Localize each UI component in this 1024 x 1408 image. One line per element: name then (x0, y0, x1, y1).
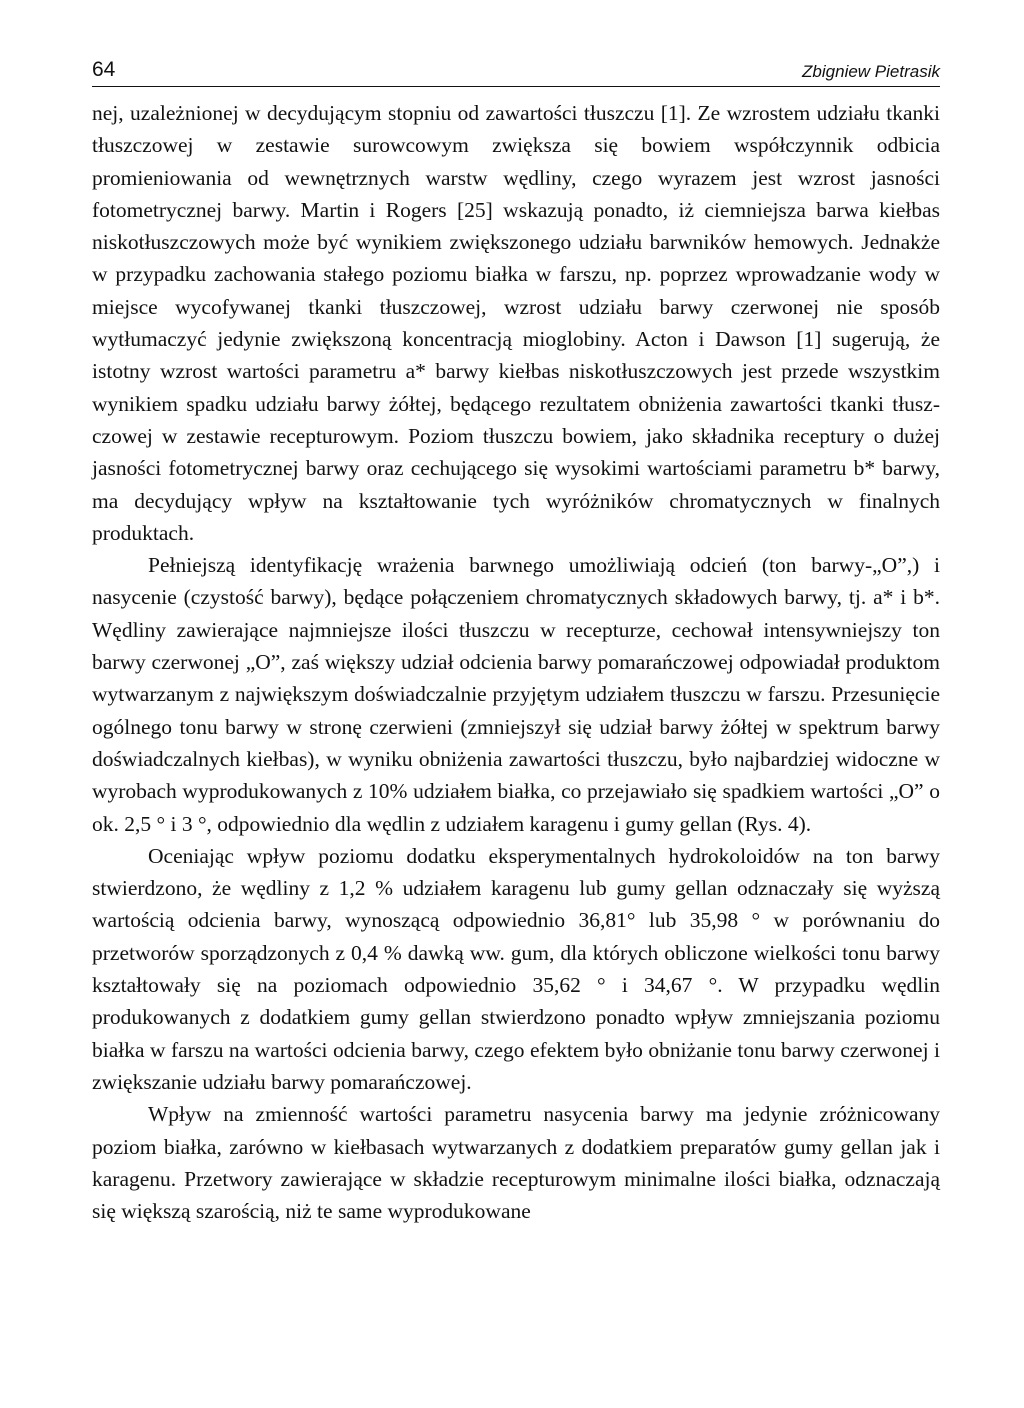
page-number: 64 (92, 58, 116, 81)
paragraph-1: nej, uzależnionej w decydującym stopniu od zawartości tłuszczu [1]. Ze wzrostem udziału tkanki tłuszczowej w zestawie surowcowym zwiększa się bowiem współczynnik odbicia promieniowania od wewnętrznych warstw wędliny, czego wyrazem jest wzrost jasności fotometrycznej barwy. Martin i Rogers [25] wskazują ponadto, iż ciemniejsza barwa kiełbas niskotłuszczowych może być wynikiem zwiększonego udziału barwników hemowych. Jednakże w przypadku zachowania stałego poziomu białka w farszu, np. poprzez wprowadzanie wody w miejsce wycofywanej tkanki tłuszczowej, wzrost udziału barwy czerwonej nie sposób wytłumaczyć jedynie zwiększoną koncentracją mioglobiny. Acton i Dawson [1] sugerują, że istotny wzrost wartości parametru a* barwy kiełbas niskotłuszczowych jest przede wszystkim wynikiem spadku udziału barwy żółtej, będącego rezultatem obniżenia zawartości tkanki tłuszczowej w zestawie recepturowym. Poziom tłuszczu bowiem, jako składnika receptury o dużej jasności fotometrycznej barwy oraz cechującego się wysokimi wartościami parametru b* barwy, ma decydujący wpływ na kształtowanie tych wyróżników chromatycznych w finalnych produktach. (92, 101, 940, 545)
body-text (92, 97, 940, 1227)
page (92, 56, 940, 1227)
author-name: Zbigniew Pietrasik (802, 62, 940, 81)
paragraph-3: Oceniając wpływ poziomu dodatku eksperymentalnych hydrokoloidów na ton barwy stwierdzono, że wędliny z 1,2 % udziałem karagenu lub gumy gellan odznaczały się wyższą wartością odcienia barwy, wynoszącą odpowiednio 36,81° lub 35,98 ° w porównaniu do przetworów sporządzonych z 0,4 % dawką ww. gum, dla których obliczone wielkości tonu barwy kształtowały się na poziomach odpowiednio 35,62 ° i 34,67 °. W przypadku wędlin produkowanych z dodatkiem gumy gellan stwierdzono ponadto wpływ zmniejszania poziomu białka w farszu na wartości odcienia barwy, czego efektem było obniżanie tonu barwy czerwonej i zwiększanie udziału barwy pomarańczowej. (92, 843, 940, 1094)
running-header (92, 56, 940, 87)
paragraph-4: Wpływ na zmienność wartości parametru nasycenia barwy ma jedynie zróżnicowany poziom białka, zarówno w kiełbasach wytwarzanych z dodatkiem preparatów gumy gellan jak i karagenu. Przetwory zawierające w składzie recepturowym minimalne ilości białka, odznaczają się większą szarością, niż te same wyprodukowane (92, 1102, 940, 1224)
paragraph-2: Pełniejszą identyfikację wrażenia barwnego umożliwiają odcień (ton barwy-„O”,) i nasycenie (czystość barwy), będące połączeniem chromatycznych składowych barwy, tj. a* i b*. Wędliny zawierające najmniejsze ilości tłuszczu w recepturze, cechował intensywniejszy ton barwy czerwonej „O”, zaś większy udział odcienia barwy pomarańczowej odpowiadał produktom wytwarzanym z największym doświadczalnie przyjętym udziałem tłuszczu w farszu. Przesunięcie ogólnego tonu barwy w stronę czerwieni (zmniejszył się udział barwy żółtej w spektrum barwy doświadczalnych kiełbas), w wyniku obniżenia zawartości tłuszczu, było najbardziej widoczne w wyrobach wyprodukowanych z 10% udziałem białka, co przejawiało się spadkiem wartości „O” o ok. 2,5 ° i 3 °, odpowiednio dla wędlin z udziałem karagenu i gumy gellan (Rys. 4). (92, 553, 940, 836)
